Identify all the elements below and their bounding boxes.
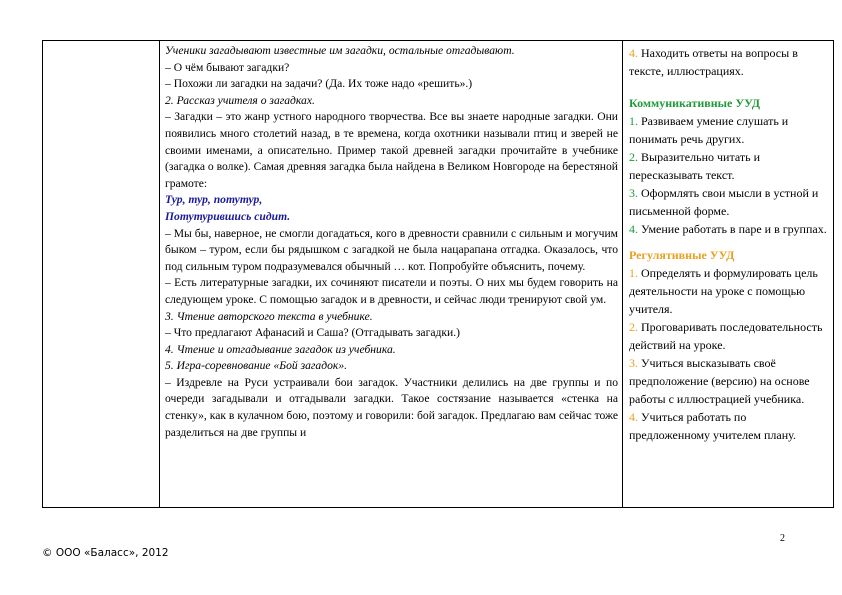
item-text: Учиться работать по предложенному учителем плану. — [629, 410, 796, 442]
regulatory-heading: Регулятивные УУД — [629, 248, 735, 262]
lesson-table — [42, 40, 834, 508]
item-number: 2. — [629, 150, 638, 164]
text-paragraph: Тур, тур, потутур, — [165, 193, 263, 207]
text-paragraph: – Мы бы, наверное, не смогли догадаться, кого в древности сравнили с сильным и могучим быком – туром, если бы рядышком с загадкой не была нацарапана отгадка. Оказалось, что под сильным туром подразумевался обычный … кот. Попробуйте объяснить, почему. — [165, 226, 618, 273]
copyright-footer: © ООО «Баласс», 2012 — [42, 547, 169, 559]
uud-item — [629, 264, 829, 318]
uud-item — [629, 112, 829, 148]
cognitive-item — [629, 44, 829, 80]
text-paragraph: – Издревле на Руси устраивали бои загадок. Участники делились на две группы и по очереди загадывали и отгадывали загадки. Такое состязание называется «стенка на стенку», как в кулачном бою, поэтому и говорили: бой загадок. Предлагаю вам сейчас тоже разделиться на две группы и — [165, 375, 618, 439]
item-number: 4. — [629, 410, 638, 424]
uud-content — [623, 41, 833, 444]
stage-cell — [43, 41, 160, 508]
item-text: Находить ответы на вопросы в тексте, иллюстрациях. — [629, 46, 798, 78]
item-text: Умение работать в паре и в группах. — [641, 222, 827, 236]
teacher-activity-text — [160, 41, 622, 441]
item-number: 4. — [629, 222, 638, 236]
text-paragraph: – Что предлагают Афанасий и Саша? (Отгадывать загадки.) — [165, 326, 460, 340]
text-paragraph: Потутурившись сидит. — [165, 209, 291, 223]
item-text: Развиваем умение слушать и понимать речь других. — [629, 114, 789, 146]
communicative-list — [629, 112, 829, 238]
item-text: Проговаривать последовательность действий на уроке. — [629, 320, 823, 352]
item-number: 4. — [629, 46, 638, 60]
uud-item — [629, 318, 829, 354]
uud-item — [629, 184, 829, 220]
item-number: 3. — [629, 356, 638, 370]
uud-item — [629, 408, 829, 444]
item-number: 2. — [629, 320, 638, 334]
text-paragraph: 3. Чтение авторского текста в учебнике. — [165, 309, 373, 323]
page-number: 2 — [780, 533, 785, 544]
table-row — [43, 41, 834, 508]
teacher-activity-cell — [160, 41, 623, 508]
item-text: Выразительно читать и пересказывать текст. — [629, 150, 761, 182]
item-text: Определять и формулировать цель деятельности на уроке с помощью учителя. — [629, 266, 818, 316]
text-paragraph: 5. Игра-соревнование «Бой загадок». — [165, 359, 348, 373]
text-paragraph: – О чём бывают загадки? — [165, 60, 290, 74]
communicative-heading: Коммуникативные УУД — [629, 96, 761, 110]
uud-item — [629, 354, 829, 408]
uud-cell — [623, 41, 834, 508]
text-paragraph: – Загадки – это жанр устного народного творчества. Все вы знаете народные загадки. Они появились много столетий назад, в те времена, когда охотники называли птиц и зверей не своими именами, а описательно. Пример такой древней загадки прочитайте в учебнике (загадка о волке). Самая древняя загадка была найдена в Великом Новгороде на берестяной грамоте: — [165, 110, 618, 190]
text-paragraph: 4. Чтение и отгадывание загадок из учебника. — [165, 342, 396, 356]
item-text: Учиться высказывать своё предположение (версию) на основе работы с иллюстрацией учебника. — [629, 356, 810, 406]
uud-item — [629, 148, 829, 184]
text-paragraph: 2. Рассказ учителя о загадках. — [165, 93, 315, 107]
uud-item — [629, 220, 829, 238]
text-paragraph: – Есть литературные загадки, их сочиняют писатели и поэты. О них мы будем говорить на следующем уроке. С помощью загадок и в древности, и сейчас люди тренируют свой ум. — [165, 276, 618, 306]
item-text: Оформлять свои мысли в устной и письменной форме. — [629, 186, 819, 218]
item-number: 1. — [629, 114, 638, 128]
text-paragraph: – Похожи ли загадки на задачи? (Да. Их тоже надо «решить».) — [165, 77, 473, 91]
text-paragraph: Ученики загадывают известные им загадки, остальные отгадывают. — [165, 44, 515, 57]
regulatory-list — [629, 264, 829, 444]
item-number: 3. — [629, 186, 638, 200]
item-number: 1. — [629, 266, 638, 280]
